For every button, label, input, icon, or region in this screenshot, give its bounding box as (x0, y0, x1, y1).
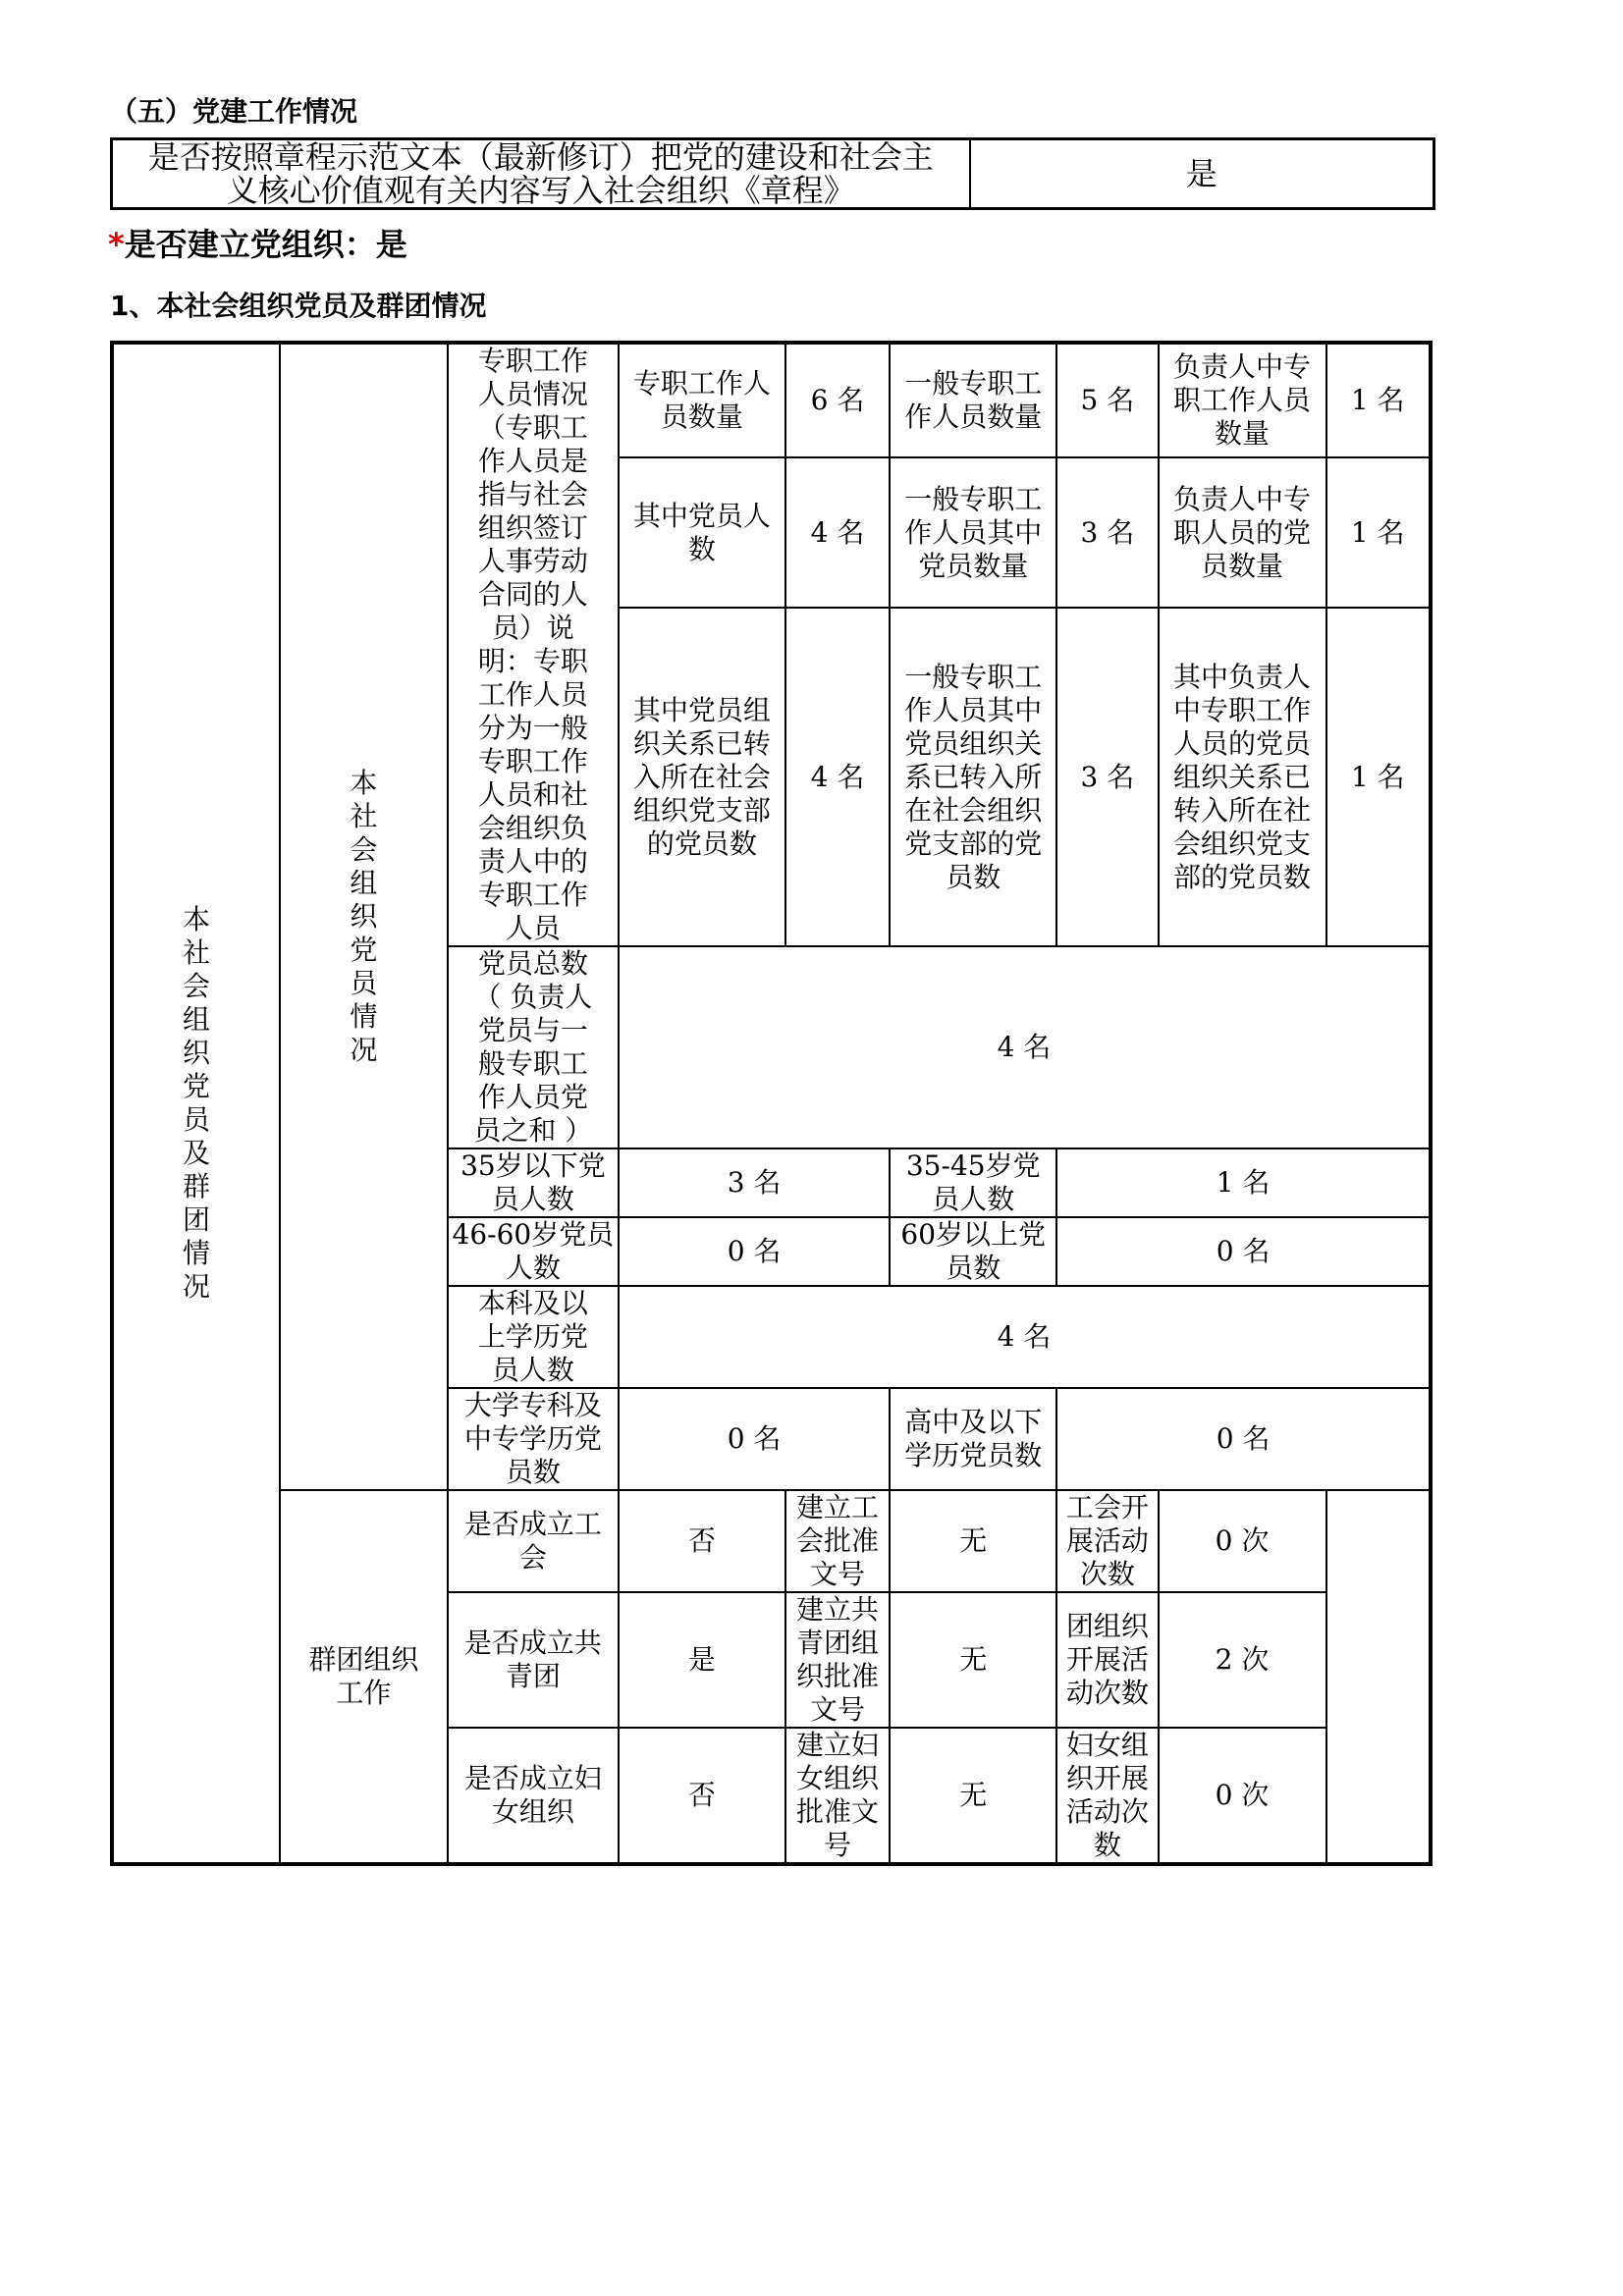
charter-question: 是否按照章程示范文本（最新修订）把党的建设和社会主义核心价值观有关内容写入社会组织《章程》 (112, 139, 970, 209)
union-established-label: 是否成立工会 (448, 1490, 619, 1592)
general-transferred-label: 一般专职工作人员其中党员组织关系已转入所在社会组织党支部的党员数 (890, 608, 1056, 946)
leader-count-label: 负责人中专职工作人员数量 (1159, 343, 1326, 457)
party-label: 本社会组织党员情况 (280, 343, 448, 1490)
youth-activity-label: 团组织开展活动次数 (1056, 1592, 1158, 1728)
youth-approval-label: 建立共青团组织批准文号 (785, 1592, 890, 1728)
age-under35-label: 35岁以下党员人数 (448, 1148, 619, 1217)
age-46-60-label: 46-60岁党员人数 (448, 1217, 619, 1286)
youth-approval-value: 无 (890, 1592, 1056, 1728)
edu-highschool-value: 0 名 (1056, 1388, 1431, 1490)
fulltime-count-label: 专职工作人员数量 (619, 343, 785, 457)
required-star: * (108, 226, 125, 263)
general-transferred-value: 3 名 (1056, 608, 1158, 946)
edu-bachelor-value: 4 名 (619, 1286, 1431, 1388)
women-established-value: 否 (619, 1728, 785, 1864)
women-established-label: 是否成立妇女组织 (448, 1728, 619, 1864)
subsection-title: 1、本社会组织党员及群团情况 (110, 290, 487, 322)
leader-party-value: 1 名 (1326, 457, 1432, 608)
women-activity-label: 妇女组织开展活动次数 (1056, 1728, 1158, 1864)
mass-label: 群团组织工作 (280, 1490, 448, 1864)
edu-bachelor-label: 本科及以上学历党员人数 (448, 1286, 619, 1388)
union-approval-label: 建立工会批准文号 (785, 1490, 890, 1592)
fulltime-label: 专职工作人员情况（专职工作人员是指与社会组织签订人事劳动合同的人员）说明：专职工作人员分为一般专职工作人员和社会组织负责人中的专职工作人员 (448, 343, 619, 946)
outer-label: 本社会组织党员及群团情况 (112, 343, 280, 1864)
leader-transferred-value: 1 名 (1326, 608, 1432, 946)
total-value: 4 名 (619, 946, 1431, 1148)
leader-transferred-label: 其中负责人中专职工作人员的党员组织关系已转入所在社会组织党支部的党员数 (1159, 608, 1326, 946)
union-approval-value: 无 (890, 1490, 1056, 1592)
general-count-label: 一般专职工作人员数量 (890, 343, 1056, 457)
age-35-45-value: 1 名 (1056, 1148, 1431, 1217)
party-org-value: 是 (375, 226, 407, 263)
age-over60-label: 60岁以上党员数 (890, 1217, 1056, 1286)
age-35-45-label: 35-45岁党员人数 (890, 1148, 1056, 1217)
party-org-label: 是否建立党组织： (124, 226, 376, 263)
age-under35-value: 3 名 (619, 1148, 890, 1217)
age-over60-value: 0 名 (1056, 1217, 1431, 1286)
charter-answer: 是 (970, 139, 1434, 209)
youth-established-label: 是否成立共青团 (448, 1592, 619, 1728)
fulltime-count-value: 6 名 (785, 343, 890, 457)
edu-college-label: 大学专科及中专学历党员数 (448, 1388, 619, 1490)
total-label: 党员总数（ 负责人党员与一般专职工作人员党员之和 ） (448, 946, 619, 1148)
youth-activity-value: 2 次 (1159, 1592, 1326, 1728)
union-activity-value: 0 次 (1159, 1490, 1326, 1592)
general-party-label: 一般专职工作人员其中党员数量 (890, 457, 1056, 608)
edu-college-value: 0 名 (619, 1388, 890, 1490)
general-party-value: 3 名 (1056, 457, 1158, 608)
union-established-value: 否 (619, 1490, 785, 1592)
section-title: （五）党建工作情况 (110, 95, 358, 128)
age-46-60-value: 0 名 (619, 1217, 890, 1286)
general-count-value: 5 名 (1056, 343, 1158, 457)
transferred-label: 其中党员组织关系已转入所在社会组织党支部的党员数 (619, 608, 785, 946)
party-member-value: 4 名 (785, 457, 890, 608)
edu-highschool-label: 高中及以下学历党员数 (890, 1388, 1056, 1490)
transferred-value: 4 名 (785, 608, 890, 946)
charter-table (110, 137, 1435, 210)
party-mass-table (110, 341, 1433, 1866)
party-member-label: 其中党员人数 (619, 457, 785, 608)
union-activity-label: 工会开展活动次数 (1056, 1490, 1158, 1592)
women-approval-label: 建立妇女组织批准文号 (785, 1728, 890, 1864)
women-approval-value: 无 (890, 1728, 1056, 1864)
party-org-status (108, 220, 407, 265)
youth-established-value: 是 (619, 1592, 785, 1728)
leader-party-label: 负责人中专职人员的党员数量 (1159, 457, 1326, 608)
leader-count-value: 1 名 (1326, 343, 1432, 457)
women-activity-value: 0 次 (1159, 1728, 1326, 1864)
